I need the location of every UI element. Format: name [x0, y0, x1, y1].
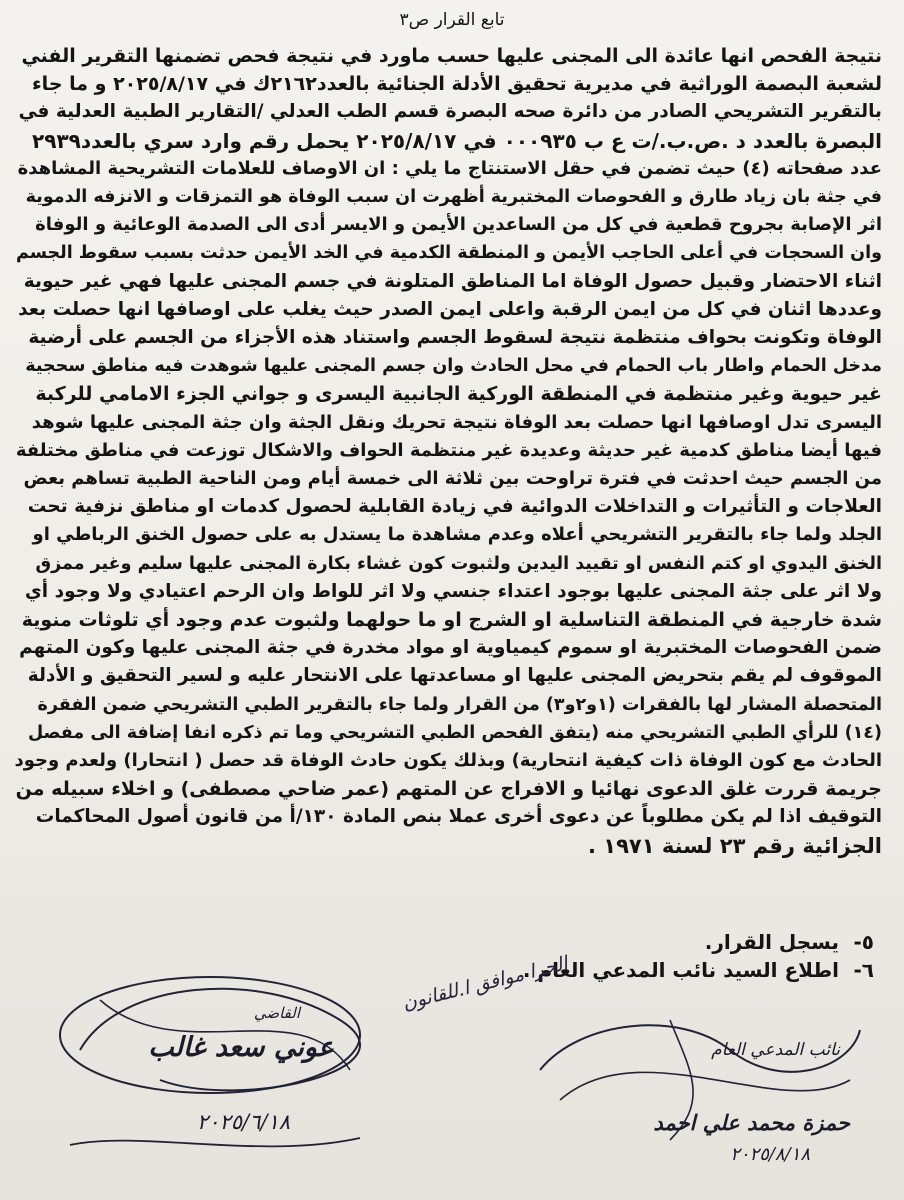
body-line: اثر الإصابة بجروح قطعية في كل من الساعدين الأيمن و الايسر أدى الى الصدمة الوعائية و الوفاة [35, 214, 882, 236]
decision-item-5 [174, 928, 874, 956]
body-line: لشعبة البصمة الوراثية في مديرية تحقيق الأدلة الجنائية بالعدد٢١٦٢ك في ٢٠٢٥/٨/١٧ و ما جاء [31, 73, 882, 96]
prosecutor-date: ٢٠٢٥/٨/١٨ [730, 1144, 810, 1165]
decision-body [14, 42, 882, 860]
body-line: العلاجات و التأثيرات و التداخلات الدوائية في زيادة القابلية لحصول كدمات او مناطق نزفية تحت [27, 496, 882, 518]
body-line: الخنق اليدوي او كتم النفس او تقييد اليدين ولثبوت كون غشاء بكارة المجنى عليها سليم وغير ممزق [35, 553, 882, 574]
prosecutor-name: حمزة محمد علي احمد [653, 1110, 850, 1135]
body-line: بالتقرير التشريحي الصادر من دائرة صحه البصرة قسم الطب العدلي /التقارير الطبية العدلية في [18, 101, 882, 123]
body-line: شدة خارجية في المنطقة التناسلية او الشرج او ما حولهما ولثبوت عدم وجود أي تلوثات منوية [21, 609, 882, 632]
body-line: الوفاة وتكونت بحواف منتظمة نتيجة لسقوط الجسم واستناد هذه الأجزاء من الجسم على أرضية [28, 327, 882, 349]
body-line: وان السحجات في أعلى الحاجب الأيمن و المنطقة الكدمية في الخد الأيمن حدثت بسبب سقوط الجسم [16, 243, 882, 264]
body-line: غير حيوية وغير منتظمة في المنطقة الوركية الجانبية اليسرى و جواني الجزء الامامي للركبة [35, 383, 882, 406]
signature-scribble-icon [520, 1010, 880, 1180]
body-line: نتيجة الفحص انها عائدة الى المجنى عليها حسب ماورد في نتيجة فحص تضمنها التقرير الفني [21, 45, 882, 67]
signature-scribble-icon [40, 960, 370, 1170]
body-line: البصرة بالعدد د .ص.ب./ت ع ب ٠٠٠٩٣٥ في ٢٠٢٥/٨/١٧ يحمل رقم وارد سري بالعدد٢٩٣٩ [32, 128, 882, 153]
body-line: المتحصلة المشار لها بالفقرات (١و٢و٣) من القرار ولما جاء بالتقرير الطبي التشريحي ضمن الفقرة [37, 694, 882, 715]
body-line: (١٤) للرأي الطبي التشريحي منه (يتفق الفحص الطبي التشريحي وما تم ذكره انفا إضافة الى مفصل [27, 722, 882, 743]
judge-name: عوني سعد غالب [148, 1032, 334, 1063]
page-header: تابع القرار ص٣ [399, 10, 505, 30]
body-line: وعددها اثنان في كل من ايمن الرقبة واعلى ايمن الصدر حيث يغلب على اوصافها انها حصلت بعد [18, 298, 882, 320]
body-line: ضمن الفحوصات المختبرية او سموم كيمياوية او مواد مخدرة في جثة المجنى عليها وكون المتهم [19, 637, 882, 659]
body-line: فيها أيضا مناطق كدمية غير حديثة وعديدة غير منتظمة الحواف والاشكال توزعت في مناطق مختلفة [15, 439, 882, 461]
prosecutor-title: نائب المدعي العام [711, 1040, 840, 1060]
body-line: عدد صفحاته (٤) حيث تضمن في حقل الاستنتاج ما يلي : ان الاوصاف للعلامات التشريحية المشاهدة [17, 157, 882, 179]
judge-title: القاضي [253, 1004, 300, 1022]
item-text: اطلاع السيد نائب المدعي العام . [522, 958, 840, 982]
item-text: يسجل القرار. [704, 930, 840, 954]
body-line: مدخل الحمام واطار باب الحمام في محل الحادث وان جسم المجنى عليها شوهدت فيه مناطق سحجية [25, 356, 882, 377]
prosecutor-signature [520, 1010, 880, 1180]
handwritten-annotation: الحرا موافق ا.للقانون [400, 952, 570, 1015]
judge-signature [40, 960, 370, 1170]
body-line: الجلد ولما جاء بالتقرير التشريحي أعلاه وعدم مشاهدة ما يستدل به على حصول الخنق الرباطي او [32, 524, 882, 546]
body-line: في جثة بان زياد طارق و الفحوصات المختبرية أظهرت ان سبب الوفاة هو التمزقات و الانزفه الدموية [25, 187, 882, 208]
body-line: اثناء الاحتضار وقبيل حصول الوفاة اما المناطق المتلونة في جسم المجنى عليها فهي غير حيوية [23, 270, 882, 292]
item-number: ٦- [853, 958, 874, 982]
body-line: الموقوف لم يقم بتحريض المجنى عليها او مساعدتها على الانتحار عليه و لسير التحقيق و الأدلة [27, 665, 882, 687]
body-line: ولا اثر على جثة المجنى عليها بوجود اعتداء جنسي ولا اثر للواط وان الرحم اعتيادي ولا وجود أي [24, 580, 882, 602]
judge-date: ٢٠٢٥/٦/١٨ [196, 1110, 290, 1134]
body-line: اليسرى تدل اوصافها انها حصلت بعد الوفاة نتيجة تحريك ونقل الجثة وان جثة المجنى عليها شوهد [31, 411, 882, 433]
item-number: ٥- [853, 930, 874, 954]
body-line: جريمة قررت غلق الدعوى نهائيا و الافراج عن المتهم (عمر ضاحي مصطفى) و اخلاء سبيله من [15, 778, 882, 801]
body-line: الجزائية رقم ٢٣ لسنة ١٩٧١ . [587, 833, 882, 858]
body-line: التوقيف اذا لم يكن مطلوباً عن دعوى أخرى عملا بنص المادة ١٣٠/أ من قانون أصول المحاكمات [35, 806, 882, 828]
body-line: من الجسم حيث احدثت في فترة تراوحت بين ثلاثة الى خمسة أيام ومن الناحية الطبية تساهم بعض [23, 468, 882, 490]
body-line: الحادث مع كون الوفاة ذات كيفية انتحارية) وبذلك يكون حادث الوفاة قد حصل ( انتحارا) ولعدم وجود [14, 750, 882, 772]
